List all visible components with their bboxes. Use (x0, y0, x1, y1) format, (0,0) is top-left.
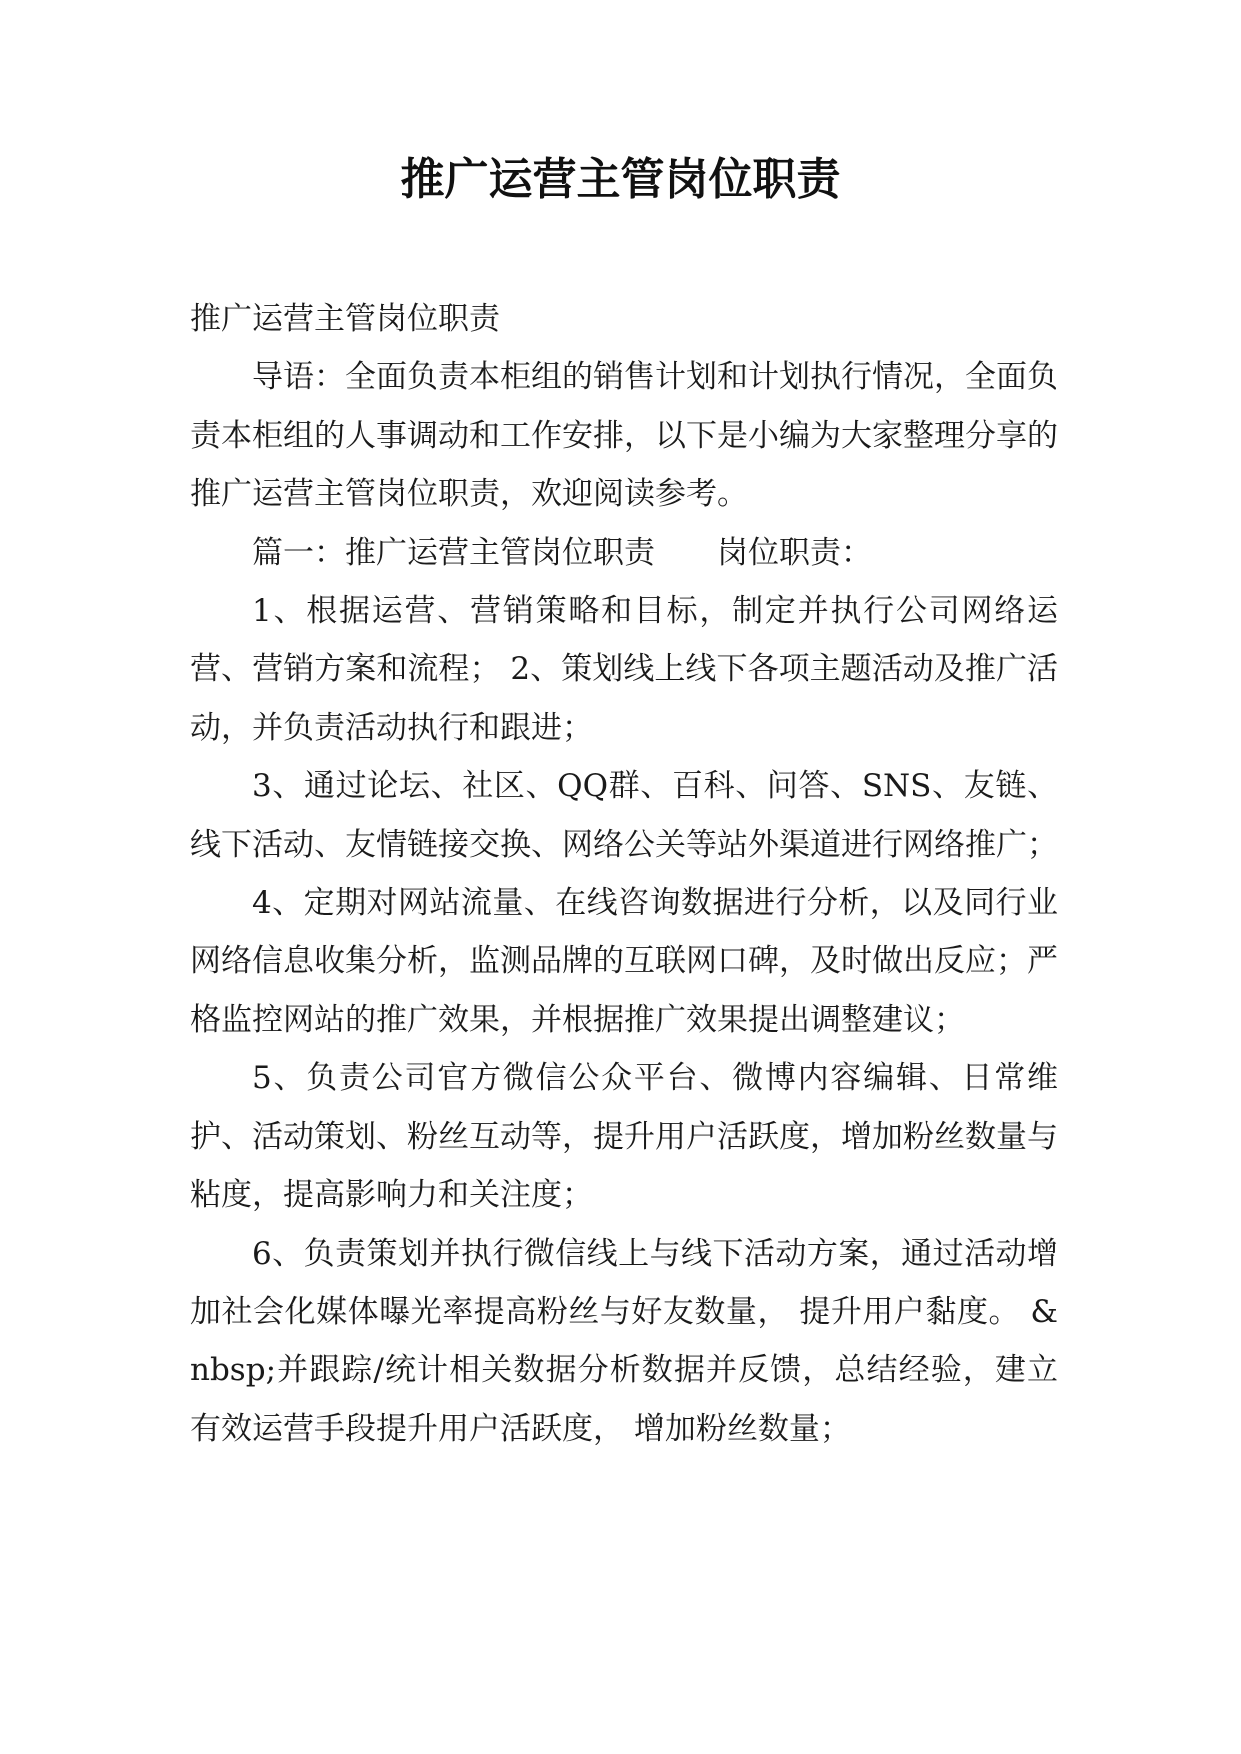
paragraph-intro: 导语：全面负责本柜组的销售计划和计划执行情况，全面负责本柜组的人事调动和工作安排，以下是小编为大家整理分享的推广运营主管岗位职责，欢迎阅读参考。 (190, 359, 1058, 513)
paragraph-section-heading: 篇一：推广运营主管岗位职责 岗位职责： (252, 534, 872, 571)
paragraph-subtitle: 推广运营主管岗位职责 (190, 301, 500, 337)
paragraph-duty-1-2: 1、根据运营、营销策略和目标，制定并执行公司网络运营、营销方案和流程； 2、策划线上线下各项主题活动及推广活动，并负责活动执行和跟进； (190, 593, 1058, 746)
document-body (190, 290, 1058, 1458)
paragraph-duty-4: 4、定期对网站流量、在线咨询数据进行分析，以及同行业网络信息收集分析，监测品牌的互联网口碑，及时做出反应；严格监控网站的推广效果，并根据推广效果提出调整建议； (190, 885, 1058, 1038)
paragraph-duty-3: 3、通过论坛、社区、QQ群、百科、问答、SNS、友链、线下活动、友情链接交换、网络公关等站外渠道进行网络推广； (190, 768, 1058, 863)
paragraph-duty-5: 5、负责公司官方微信公众平台、微博内容编辑、日常维护、活动策划、粉丝互动等，提升用户活跃度，增加粉丝数量与粘度，提高影响力和关注度； (190, 1060, 1058, 1214)
document-title: 推广运营主管岗位职责 (400, 154, 841, 205)
paragraph-duty-6: 6、负责策划并执行微信线上与线下活动方案，通过活动增加社会化媒体曝光率提高粉丝与好友数量， 提升用户黏度。 &nbsp;并跟踪/统计相关数据分析数据并反馈，总结经验，建立有效运营手段提升用户活跃度， 增加粉丝数量； (190, 1235, 1058, 1447)
